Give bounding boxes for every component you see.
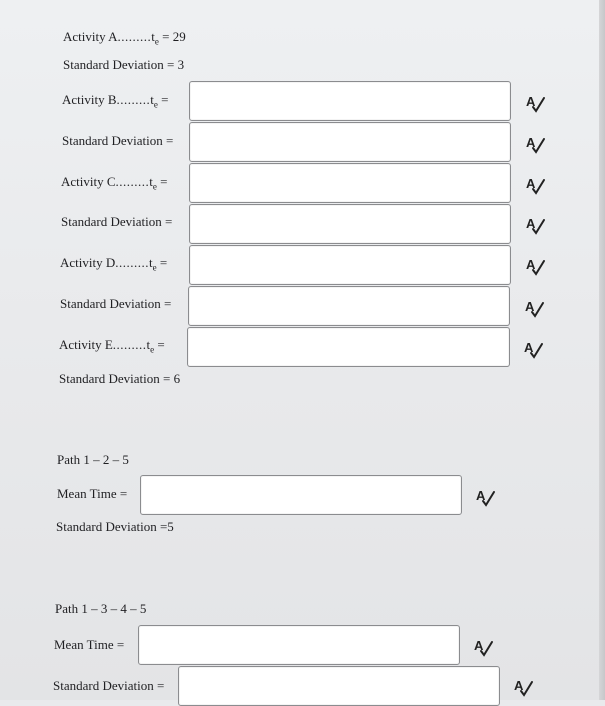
activity-a-label: Activity A [63,29,118,44]
activity-a-sd-value: = 3 [166,57,185,72]
spellcheck-icon[interactable] [472,636,494,658]
activity-d-te-row [60,255,167,276]
activity-a-te-subscript: e [154,36,159,47]
svg-text:A: A [526,135,536,150]
activity-c-te-symbol: t [149,174,153,189]
spellcheck-icon[interactable] [512,676,534,698]
activity-c-te-subscript: e [152,181,157,192]
svg-text:A: A [526,216,536,231]
activity-b-label: Activity B [62,92,117,107]
path-1-title: Path 1 – 2 – 5 [57,452,129,467]
activity-b-te-subscript: e [153,99,158,110]
activity-c-sd-label: Standard Deviation [61,214,162,229]
activity-c-sd-input[interactable] [189,204,511,244]
activity-e-label: Activity E [59,337,113,352]
activity-d-te-subscript: e [152,262,157,273]
activity-c-label: Activity C [61,174,116,189]
activity-e-sd-row [59,371,180,387]
spellcheck-icon[interactable] [524,255,546,277]
activity-b-sd-label: Standard Deviation [62,133,163,148]
activity-c-sd-row [61,214,172,230]
activity-a-dots: ......... [117,29,152,44]
svg-text:A: A [526,257,536,272]
activity-c-te-input[interactable] [189,163,511,203]
activity-a-sd-row [63,57,184,73]
svg-text:A: A [514,678,524,693]
activity-b-te-input[interactable] [189,81,511,121]
activity-b-sd-row [62,133,173,149]
activity-c-te-equals: = [160,174,168,189]
activity-d-te-symbol: t [149,255,153,270]
activity-d-sd-label: Standard Deviation [60,296,161,311]
svg-text:A: A [525,299,535,314]
spellcheck-icon[interactable] [522,338,544,360]
path-1-sd-label: Standard Deviation =5 [56,519,174,534]
activity-c-sd-equals: = [164,214,173,229]
activity-b-te-symbol: t [150,92,154,107]
activity-a-sd-label: Standard Deviation [63,57,164,72]
activity-a-te-symbol: t [151,29,155,44]
path-2-title: Path 1 – 3 – 4 – 5 [55,601,147,616]
activity-b-dots: ......... [116,92,151,107]
activity-e-sd-label: Standard Deviation [59,371,160,386]
path-1-mean-input[interactable] [140,475,462,515]
path-2-mean-label: Mean Time = [54,637,125,652]
spellcheck-icon[interactable] [524,133,546,155]
svg-text:A: A [474,638,484,653]
path-2-mean-input[interactable] [138,625,460,665]
activity-b-te-row [62,92,169,113]
activity-d-label: Activity D [60,255,116,270]
activity-e-dots: ......... [112,337,147,352]
page-edge [599,0,605,700]
svg-text:A: A [526,176,536,191]
spellcheck-icon[interactable] [523,297,545,319]
activity-a-te-row [63,29,186,50]
path-2-sd-input[interactable] [178,666,500,706]
path-2-sd-label: Standard Deviation = [53,678,165,693]
activity-b-te-equals: = [161,92,169,107]
svg-text:A: A [476,488,486,503]
activity-b-sd-input[interactable] [189,122,511,162]
activity-a-te-value: = 29 [162,29,186,44]
activity-e-te-row [59,337,165,358]
activity-d-sd-input[interactable] [188,286,510,326]
svg-text:A: A [526,94,536,109]
spellcheck-icon[interactable] [524,214,546,236]
path-1-mean-label: Mean Time = [57,486,128,501]
spellcheck-icon[interactable] [524,92,546,114]
activity-e-te-subscript: e [150,344,155,355]
activity-c-te-row [61,174,168,195]
activity-d-dots: ......... [115,255,149,270]
activity-d-te-equals: = [159,255,168,270]
activity-e-sd-value: = 6 [162,371,181,386]
activity-e-te-symbol: t [146,337,151,352]
activity-b-sd-equals: = [165,133,174,148]
spellcheck-icon[interactable] [474,486,496,508]
activity-d-sd-equals: = [163,296,172,311]
activity-d-te-input[interactable] [189,245,511,285]
svg-text:A: A [524,340,534,355]
activity-c-dots: ......... [115,174,150,189]
activity-d-sd-row [60,296,171,312]
activity-e-te-equals: = [157,337,165,352]
activity-e-te-input[interactable] [187,327,510,367]
spellcheck-icon[interactable] [524,174,546,196]
